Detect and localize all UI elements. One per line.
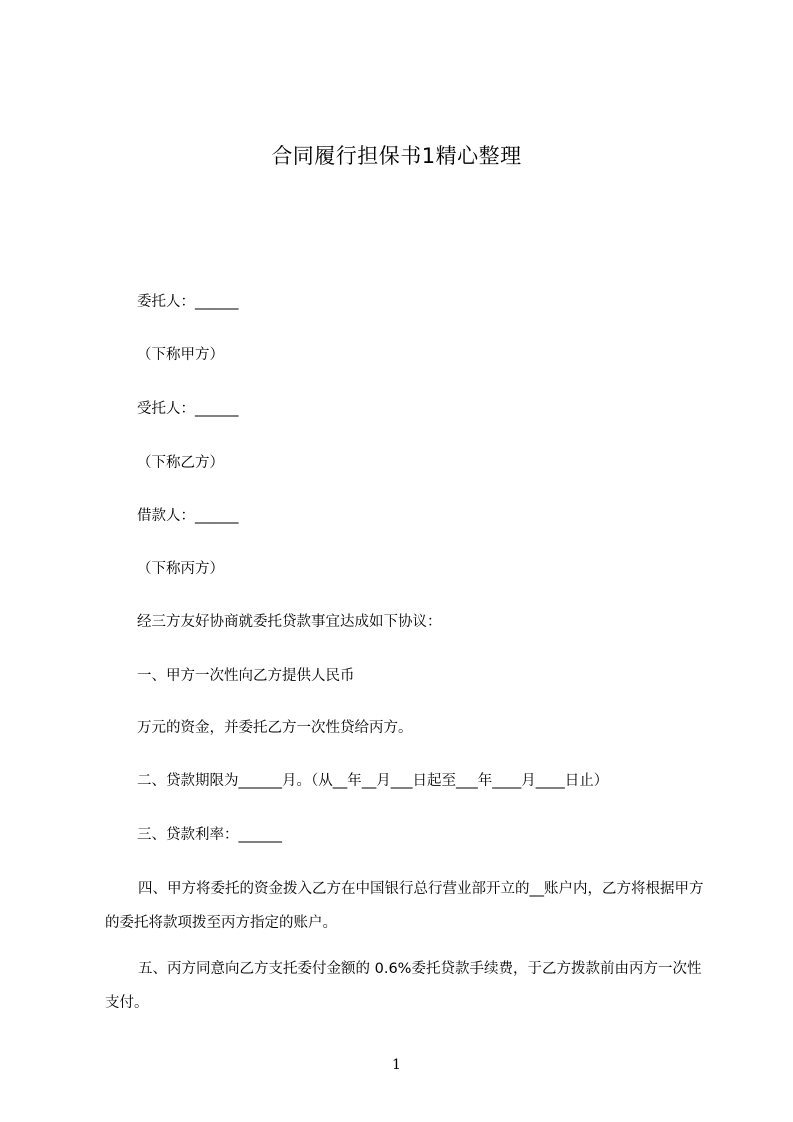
party-a-note: （下称甲方） [137,347,224,363]
clause-1-continued: 万元的资金，并委托乙方一次性贷给丙方。 [137,720,413,736]
party-b-note: （下称乙方） [137,455,224,471]
clause-4: 四、甲方将委托的资金拨入乙方在中国银行总行营业部开立的__账户内，乙方将根据甲方的委托将款项拨至丙方指定的账户。 [105,881,704,931]
party-c-note: （下称丙方） [137,561,224,577]
document-title: 合同履行担保书1精心整理 [271,144,522,168]
agreement-intro: 经三方友好协商就委托贷款事宜达成如下协议： [137,614,442,630]
clause-2: 二、贷款期限为______月。（从__年__月___日起至___年____月____日止） [137,773,609,789]
clause-5: 五、丙方同意向乙方支托委付金额的 0.6%委托贷款手续费，于乙方拨款前由丙方一次性支付。 [105,961,702,1011]
borrower-line: 借款人：______ [137,508,239,524]
trustee-line: 受托人：______ [137,401,239,417]
clause-3: 三、贷款利率：______ [137,827,282,843]
clause-1: 一、甲方一次性向乙方提供人民币 [137,668,355,684]
principal-line: 委托人：______ [137,294,239,310]
page-number: 1 [392,1057,401,1073]
